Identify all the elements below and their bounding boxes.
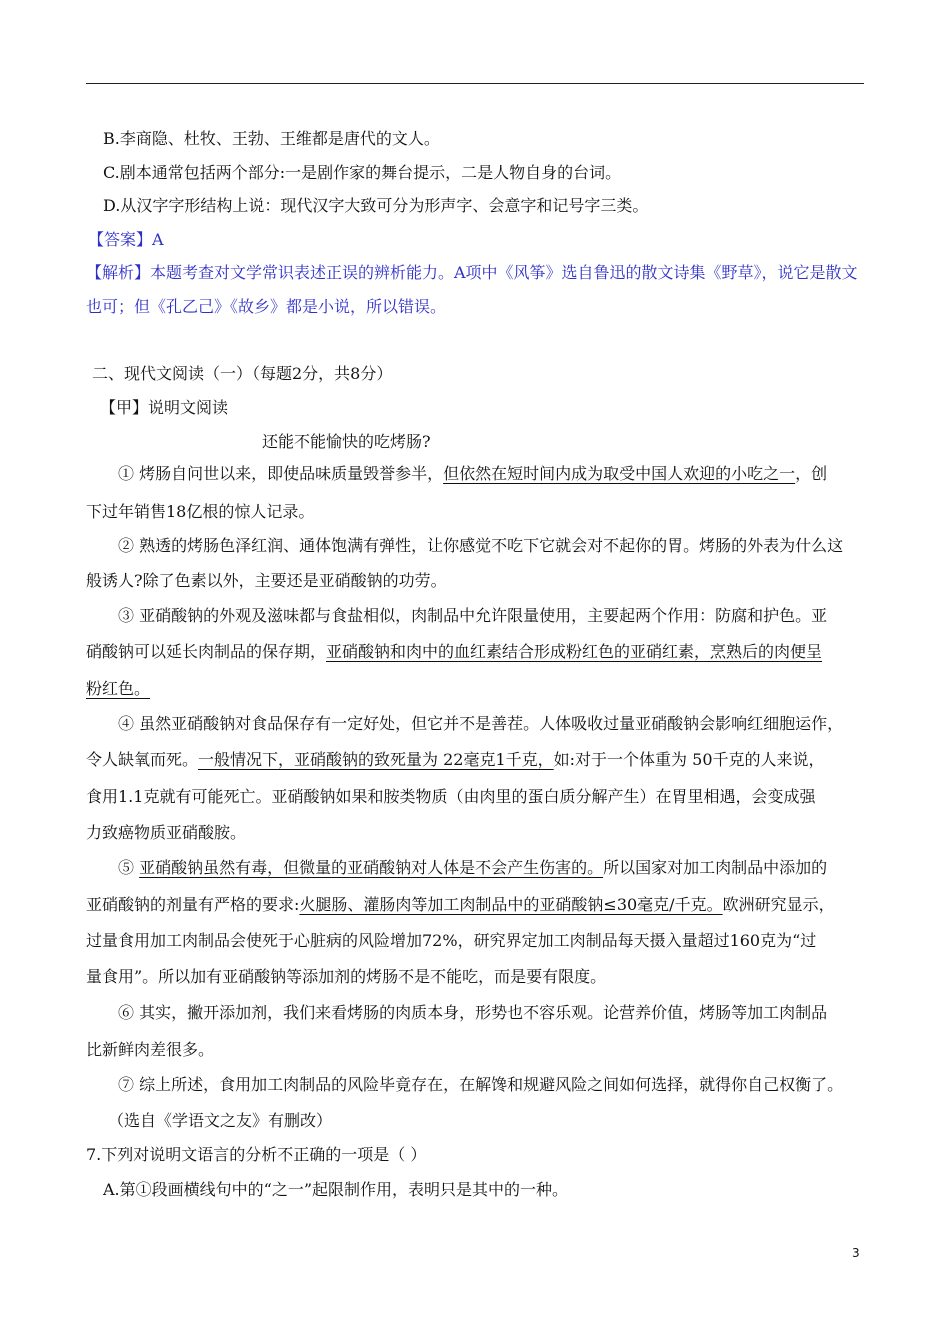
underlined-sentence: 但依然在短时间内成为取受中国人欢迎的小吃之一	[443, 464, 796, 483]
paragraph-4-line-4: 力致癌物质亚硝酸胺。	[86, 823, 247, 842]
option-c: C.剧本通常包括两个部分:一是剧作家的舞台提示，二是人物自身的台词。	[103, 163, 622, 182]
paragraph-5-line-3: 过量食用加工肉制品会使死于心脏病的风险增加72%，研究界定加工肉制品每天摄入量超过160克为“过	[86, 931, 817, 950]
paragraph-3-line-3	[86, 679, 150, 699]
source-note: （选自《学语文之友》有删改）	[108, 1111, 333, 1130]
article-title: 还能不能愉快的吃烤肠?	[262, 432, 431, 451]
paragraph-4-line-1: ④ 虽然亚硝酸钠对食品保存有一定好处，但它并不是善茬。人体吸收过量亚硝酸钠会影响红细胞运作，	[118, 714, 844, 733]
option-b: B.李商隐、杜牧、王勃、王维都是唐代的文人。	[103, 129, 440, 148]
header-rule	[86, 83, 864, 84]
paragraph-5-line-4: 量食用”。所以加有亚硝酸钠等添加剂的烤肠不是不能吃，而是要有限度。	[86, 967, 607, 986]
paragraph-7-line-1: ⑦ 综上所述，食用加工肉制品的风险毕竟存在，在解馋和规避风险之间如何选择，就得你自己权衡了。	[118, 1075, 844, 1094]
paragraph-3-line-1: ③ 亚硝酸钠的外观及滋味都与食盐相似，肉制品中允许限量使用，主要起两个作用：防腐和护色。亚	[118, 606, 828, 625]
answer: 【答案】A	[88, 230, 164, 249]
analysis-line-1: 【解析】本题考查对文学常识表述正误的辨析能力。A项中《风筝》选自鲁迅的散文诗集《野草》，说它是散文	[86, 263, 858, 282]
underlined-sentence: 亚硝酸钠和肉中的血红素结合形成粉红色的亚硝红素，烹熟后的肉便呈	[326, 642, 823, 661]
paragraph-6-line-1: ⑥ 其实，撇开添加剂，我们来看烤肠的肉质本身，形势也不容乐观。论营养价值，烤肠等加工肉制品	[118, 1003, 828, 1022]
underlined-sentence: 火腿肠、灌肠肉等加工肉制品中的亚硝酸钠≤30毫克/千克。	[299, 895, 723, 914]
analysis-line-2: 也可；但《孔乙己》《故乡》都是小说，所以错误。	[86, 297, 447, 316]
underlined-sentence: 亚硝酸钠虽然有毒，但微量的亚硝酸钠对人体是不会产生伤害的。	[139, 858, 604, 877]
paragraph-4-line-3: 食用1.1克就有可能死亡。亚硝酸钠如果和胺类物质（由肉里的蛋白质分解产生）在胃里相遇，会变成强	[86, 787, 816, 806]
underlined-sentence: 粉红色。	[86, 679, 151, 698]
paragraph-2-line-2: 般诱人?除了色素以外，主要还是亚硝酸钠的功劳。	[86, 571, 447, 590]
question-7-stem: 7.下列对说明文语言的分析不正确的一项是（ ）	[86, 1145, 427, 1164]
section-sub: 【甲】说明文阅读	[100, 398, 229, 417]
paragraph-3-line-2: 硝酸钠可以延长肉制品的保存期，亚硝酸钠和肉中的血红素结合形成粉红色的亚硝红素，烹熟后的肉便呈	[86, 642, 823, 661]
section-heading: 二、现代文阅读（一）（每题2分，共8分）	[92, 364, 393, 383]
paragraph-2-line-1: ② 熟透的烤肠色泽红润、通体饱满有弹性，让你感觉不吃下它就会对不起你的胃。烤肠的外表为什么这	[118, 536, 844, 555]
paragraph-5-line-2: 亚硝酸钠的剂量有严格的要求:火腿肠、灌肠肉等加工肉制品中的亚硝酸钠≤30毫克/千克。欧洲研究显示，	[86, 895, 835, 914]
paragraph-6-line-2: 比新鲜肉差很多。	[86, 1040, 215, 1059]
option-d: D.从汉字字形结构上说：现代汉字大致可分为形声字、会意字和记号字三类。	[103, 196, 649, 215]
page-number: 3	[852, 1246, 860, 1260]
paragraph-5-line-1: ⑤ 亚硝酸钠虽然有毒，但微量的亚硝酸钠对人体是不会产生伤害的。所以国家对加工肉制品中添加的	[118, 858, 828, 877]
question-7-option-a: A.第①段画横线句中的“之一”起限制作用，表明只是其中的一种。	[103, 1180, 569, 1199]
paragraph-4-line-2: 令人缺氧而死。一般情况下，亚硝酸钠的致死量为 22毫克1千克，如:对于一个体重为 50千克的人来说，	[86, 750, 825, 769]
underlined-sentence: 一般情况下，亚硝酸钠的致死量为 22毫克1千克，	[198, 750, 554, 769]
paragraph-1-line-1: ① 烤肠自问世以来，即使品味质量毁誉参半，但依然在短时间内成为取受中国人欢迎的小吃之一，创	[118, 464, 828, 483]
paragraph-1-line-2: 下过年销售18亿根的惊人记录。	[86, 502, 315, 521]
